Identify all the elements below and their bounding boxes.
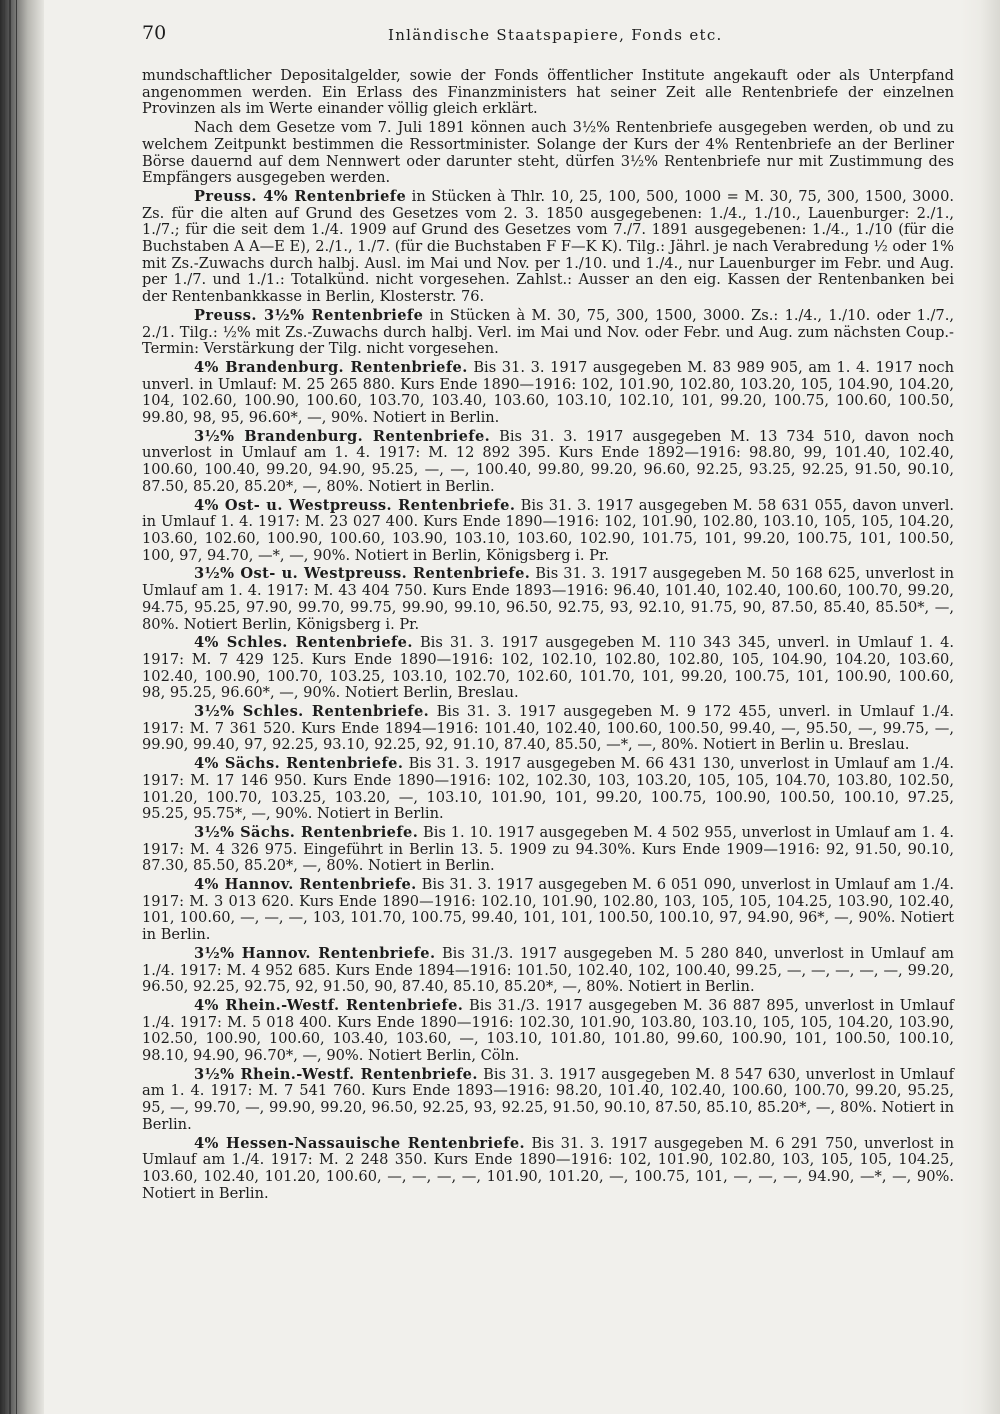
entry-title: 3½% Hannov. Rentenbriefe.	[194, 944, 436, 962]
entry-brandenburg-3-5	[142, 429, 954, 496]
entry-title: 4% Sächs. Rentenbriefe.	[194, 755, 404, 773]
entry-title: 4% Hannov. Rentenbriefe.	[194, 876, 417, 894]
entry-title: 3½% Ost- u. Westpreuss. Rentenbriefe.	[194, 565, 531, 583]
entry-ost-westpreuss-3-5	[142, 566, 954, 633]
entry-title: Preuss. 4% Rentenbriefe	[194, 187, 407, 205]
page-edge-shadow	[960, 0, 1000, 1414]
entry-text: Bis 31. 3. 1917 ausgegeben M. 83 989 905, am 1. 4. 1917 noch unverl. in Umlauf: M. 25 265 880. Kurs Ende 1890—1916: 102, 101.90, 102.80, 103.20, 105, 104.90, 104.20, 104, 102.60, 100.90, 100.60, 103.70, 103.40, 103.60, 103.10, 102.10, 101, 99.20, 100.75, 100.60, 100.50, 99.80, 98, 95, 96.60*, —, 90%. Notiert in Berlin.	[142, 358, 955, 427]
entry-hannov-3-5	[142, 946, 954, 996]
entry-text: Bis 31. 3. 1917 ausgegeben M. 6 291 750, unverlost in Umlauf am 1./4. 1917: M. 2 248 350. Kurs Ende 1890—1916: 102, 101.90, 102.80, 103, 105, 105, 104.25, 103.60, 102.40, 101.20, 100.60, —, —, —, —, 101.90, 101.20, —, 100.75, 101, —, —, —, 94.90, —*, —, 90%. Notiert in Berlin.	[142, 1134, 954, 1202]
entry-title: 4% Rhein.-Westf. Rentenbriefe.	[194, 996, 464, 1014]
entry-hannov-4	[142, 877, 954, 944]
entry-text: Bis 31./3. 1917 ausgegeben M. 36 887 895, unverlost in Umlauf 1./4. 1917: M. 5 018 400. Kurs Ende 1890—1916: 102.30, 101.90, 103.80, 103.10, 105, 105, 104.20, 103.90, 102.50, 100.90, 100.60, 103.40, 103.60, —, 103.10, 101.80, 101.80, 99.60, 100.90, 101, 100.50, 100.10, 98.10, 94.90, 96.70*, —, 90%. Notiert Berlin, Cöln.	[142, 996, 954, 1065]
entry-schles-3-5	[142, 704, 954, 754]
entry-rhein-westf-4	[142, 998, 954, 1065]
page-number: 70	[142, 22, 167, 44]
entry-title: 4% Brandenburg. Rentenbriefe.	[194, 358, 468, 376]
body-text	[142, 68, 954, 1202]
entry-brandenburg-4	[142, 360, 954, 427]
entry-saechs-3-5	[142, 825, 954, 875]
entry-title: 4% Schles. Rentenbriefe.	[194, 634, 413, 652]
entry-title: 3½% Sächs. Rentenbriefe.	[194, 823, 419, 841]
intro-paragraph: mundschaftlicher Depositalgelder, sowie der Fonds öffentlicher Institute angekauft oder als Unterpfand angenommen werden. Ein Erlass des Finanzministers hat seiner Zeit alle Rentenbriefe der einzelnen Provinzen als im Werte einander völlig gleich erklärt.	[142, 67, 954, 118]
entry-text: Bis 31. 3. 1917 ausgegeben M. 66 431 130, unverlost in Umlauf am 1./4. 1917: M. 17 146 950. Kurs Ende 1890—1916: 102, 102.30, 103, 103.20, 105, 105, 104.70, 103.80, 102.50, 101.20, 100.70, 103.25, 103.20, —, 103.10, 101.90, 101, 99.20, 100.75, 100.90, 100.50, 100.10, 97.25, 95.25, 95.75*, —, 90%. Notiert in Berlin.	[142, 755, 954, 823]
spine-line	[9, 0, 11, 1414]
entry-title: 4% Hessen-Nassauische Rentenbriefe.	[194, 1134, 525, 1152]
entry-text: Bis 31. 3. 1917 ausgegeben M. 8 547 630, unverlost in Umlauf am 1. 4. 1917: M. 7 541 760. Kurs Ende 1893—1916: 98.20, 101.40, 102.40, 100.60, 100.70, 99.20, 95.25, 95, —, 99.70, —, 99.90, 99.20, 96.50, 92.25, 93, 92.25, 91.50, 90.10, 87.50, 85.10, 85.20*, —, 80%. Notiert in Berlin.	[142, 1065, 954, 1133]
entry-rhein-westf-3-5	[142, 1067, 954, 1134]
entry-text: in Stücken à Thlr. 10, 25, 100, 500, 1000 = M. 30, 75, 300, 1500, 3000. Zs. für die alten auf Grund des Gesetzes vom 2. 3. 1850 ausgegebenen: 1./4., 1./10., Lauenburger: 2./1., 1./7.; für die seit dem 1./4. 1909 auf Grund des Gesetzes vom 7./7. 1891 ausgegebenen: 1./4., 1./10 (für die Buchstaben A A—E E), 2./1., 1./7. (für die Buchstaben F F—K K). Tilg.: Jährl. je nach Verabredung ½ oder 1% mit Zs.-Zuwachs durch halbj. Ausl. im Mai und Nov. per 1./10. und 1./4., nur Lauenburger im Febr. und Aug. per 1./7. und 1./1.: Totalkünd. nicht vorgesehen. Zahlst.: Ausser an den eig. Kassen der Rentenbanken bei der Rentenbankkasse in Berlin, Klosterstr. 76.	[142, 187, 954, 306]
intro-paragraph: Nach dem Gesetze vom 7. Juli 1891 können auch 3½% Rentenbriefe ausgegeben werden, ob und zu welchem Zeitpunkt bestimmen die Ressortminister. Solange der Kurs der 4% Rentenbriefe an der Berliner Börse dauernd auf dem Nennwert oder darunter steht, dürfen 3½% Rentenbriefe nur mit Zustimmung des Empfängers ausgegeben werden.	[142, 119, 954, 187]
entry-text: Bis 31. 3. 1917 ausgegeben M. 110 343 345, unverl. in Umlauf 1. 4. 1917: M. 7 429 125. Kurs Ende 1890—1916: 102, 102.10, 102.80, 102.80, 105, 104.90, 104.20, 103.60, 102.40, 100.90, 100.70, 103.25, 103.10, 102.70, 102.60, 101.70, 101, 99.20, 100.75, 101, 100.90, 100.60, 98, 95.25, 96.60*, —, 90%. Notiert Berlin, Breslau.	[142, 634, 954, 702]
entry-text: Bis 1. 10. 1917 ausgegeben M. 4 502 955, unverlost in Umlauf am 1. 4. 1917: M. 4 326 975. Eingeführt in Berlin 13. 5. 1909 zu 94.30%. Kurs Ende 1909—1916: 92, 91.50, 90.10, 87.30, 85.50, 85.20*, —, 80%. Notiert in Berlin.	[142, 823, 954, 875]
entry-preuss-3-5	[142, 308, 954, 358]
book-spine-shadow	[0, 0, 44, 1414]
entry-title: 3½% Schles. Rentenbriefe.	[194, 703, 430, 721]
entry-title: 4% Ost- u. Westpreuss. Rentenbriefe.	[194, 496, 516, 514]
entry-title: Preuss. 3½% Rentenbriefe	[194, 306, 424, 324]
entry-title: 3½% Brandenburg. Rentenbriefe.	[194, 427, 491, 445]
entry-preuss-4	[142, 189, 954, 306]
entry-ost-westpreuss-4	[142, 498, 954, 565]
entry-text: Bis 31. 3. 1917 ausgegeben M. 13 734 510, davon noch unverlost in Umlauf am 1. 4. 1917: M. 12 892 395. Kurs Ende 1892—1916: 98.80, 99, 101.40, 102.40, 100.60, 100.40, 99.20, 94.90, 95.25, —, —, 100.40, 99.80, 99.20, 96.60, 92.25, 93.25, 92.25, 91.50, 90.10, 87.50, 85.20, 85.20*, —, 80%. Notiert in Berlin.	[142, 427, 954, 495]
page-header	[142, 22, 954, 50]
entry-title: 3½% Rhein.-Westf. Rentenbriefe.	[194, 1065, 478, 1083]
entry-saechs-4	[142, 756, 954, 823]
entry-text: Bis 31. 3. 1917 ausgegeben M. 6 051 090, unverlost in Umlauf am 1./4. 1917: M. 3 013 620. Kurs Ende 1890—1916: 102.10, 101.90, 102.80, 103, 105, 105, 104.25, 103.90, 102.40, 101, 100.60, —, —, —, 103, 101.70, 100.75, 99.40, 101, 101, 100.50, 100.10, 97, 94.90, 96*, —, 90%. Notiert in Berlin.	[142, 876, 954, 944]
running-head: Inländische Staatspapiere, Fonds etc.	[388, 26, 723, 44]
spine-line	[3, 0, 5, 1414]
spine-line	[16, 0, 17, 1414]
entry-text: Bis 31. 3. 1917 ausgegeben M. 9 172 455, unverl. in Umlauf 1./4. 1917: M. 7 361 520. Kurs Ende 1894—1916: 101.40, 102.40, 100.60, 100.50, 99.40, —, 95.50, —, 99.75, —, 99.90, 99.40, 97, 92.25, 93.10, 92.25, 92, 91.10, 87.40, 85.50, —*, —, 80%. Notiert in Berlin u. Breslau.	[142, 703, 954, 754]
entry-schles-4	[142, 635, 954, 702]
entry-text: Bis 31. 3. 1917 ausgegeben M. 50 168 625, unverlost in Umlauf am 1. 4. 1917: M. 43 404 750. Kurs Ende 1893—1916: 96.40, 101.40, 102.40, 100.60, 100.70, 99.20, 94.75, 95.25, 97.90, 99.70, 99.75, 99.90, 99.10, 96.50, 92.75, 93, 92.10, 91.75, 90, 87.50, 85.40, 85.50*, —, 80%. Notiert Berlin, Königsberg i. Pr.	[142, 565, 954, 633]
entry-text: Bis 31. 3. 1917 ausgegeben M. 58 631 055, davon unverl. in Umlauf 1. 4. 1917: M. 23 027 400. Kurs Ende 1890—1916: 102, 101.90, 102.80, 103.10, 105, 105, 104.20, 103.60, 102.60, 100.90, 100.60, 103.90, 103.10, 103.60, 102.90, 101.75, 101, 99.20, 100.75, 101, 100.50, 100, 97, 94.70, —*, —, 90%. Notiert in Berlin, Königsberg i. Pr.	[142, 496, 955, 564]
entry-text: Bis 31./3. 1917 ausgegeben M. 5 280 840, unverlost in Umlauf am 1./4. 1917: M. 4 952 685. Kurs Ende 1894—1916: 101.50, 102.40, 102, 100.40, 99.25, —, —, —, —, —, 99.20, 96.50, 92.25, 92.75, 92, 91.50, 90, 87.40, 85.10, 85.20*, —, 80%. Notiert in Berlin.	[142, 944, 954, 996]
entry-hessen-nassau-4	[142, 1136, 954, 1203]
entry-text: in Stücken à M. 30, 75, 300, 1500, 3000. Zs.: 1./4., 1./10. oder 1./7., 2./1. Tilg.: ½% mit Zs.-Zuwachs durch halbj. Verl. im Mai und Nov. oder Febr. und Aug. zum nächsten Coup.-Termin: Verstärkung der Tilg. nicht vorgesehen.	[142, 306, 954, 358]
page	[142, 22, 954, 1204]
